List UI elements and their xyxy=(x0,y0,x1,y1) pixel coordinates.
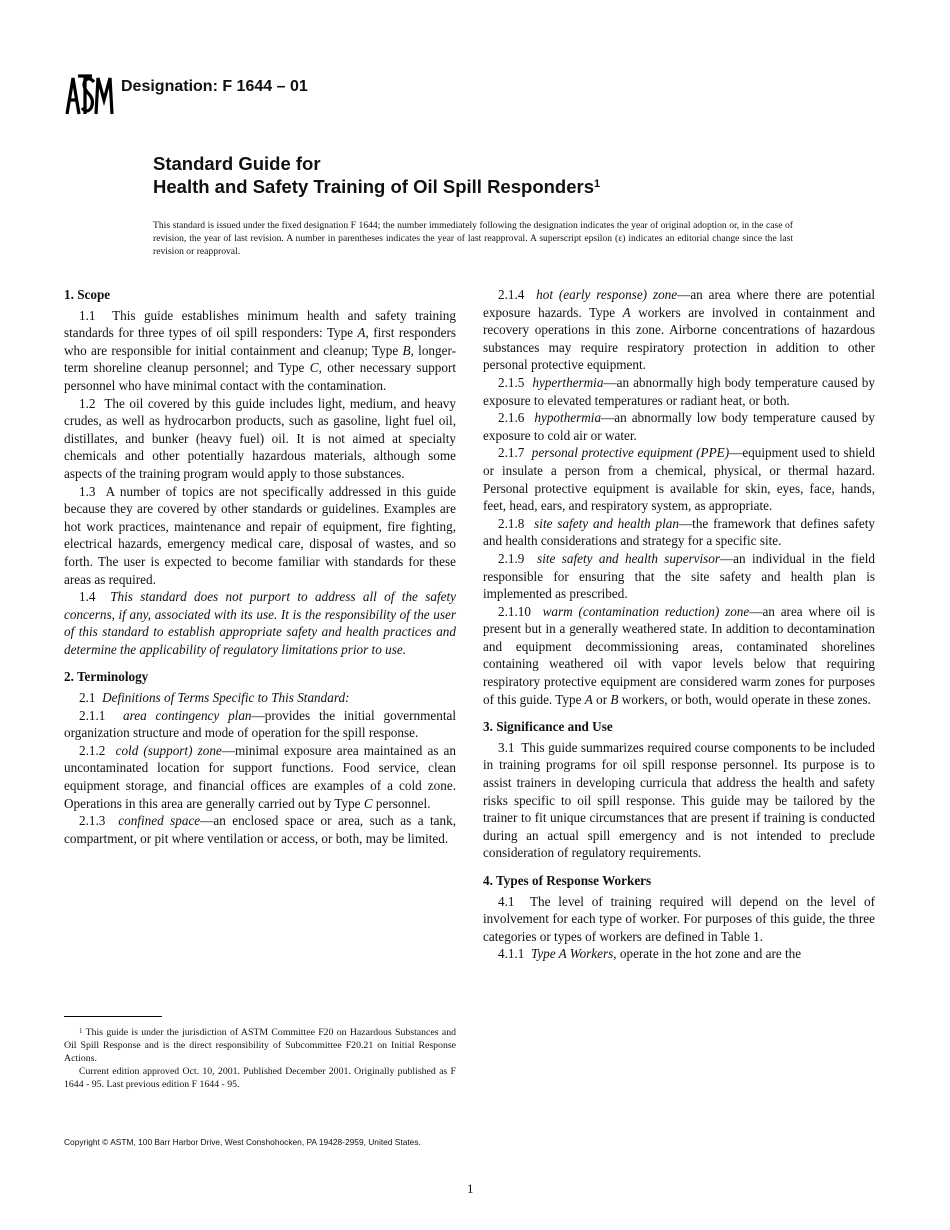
paragraph-1-1: 1.1 This guide establishes minimum health and safety training standards for three types of oil spill responders: Type A, first responders who are responsible for initial containment and cleanup; Type B, longer-term shoreline cleanup personnel; and Type C, other necessary support personnel who have minimal contact with the contamination. xyxy=(64,307,456,393)
document-title xyxy=(153,152,600,198)
astm-logo xyxy=(64,72,114,118)
paragraph-2-1-8: 2.1.8 site safety and health plan—the framework that defines safety and health considerations and strategy for a specific site. xyxy=(483,515,876,549)
paragraph-2-1-5: 2.1.5 hyperthermia—an abnormally high body temperature caused by exposure to elevated temperatures or radiant heat, or both. xyxy=(483,374,875,408)
designation: Designation: F 1644 – 01 xyxy=(121,78,308,95)
paragraph-3-1: 3.1 This guide summarizes required course components to be included in training programs for oil spill response personnel. Its purpose is to assist trainers in developing curricula that address the health and safety risks specific to oil spill response. This guide may be tailored by the trainer to fit unique circumstances that are present if training is conducted during an actual spill emergency and is not intended to preclude consideration of regulatory requirements. xyxy=(483,739,875,861)
paragraph-1-3: 1.3 A number of topics are not specifically addressed in this guide because they are covered by other standards or guidelines. Examples are hot work practices, maintenance and repair of equipment, fire fighting, electrical hazards, emergency medical care, disposal of wastes, and so forth. The user is expected to become familiar with standards for these areas as required. xyxy=(64,483,456,587)
section-heading-scope: 1. Scope xyxy=(64,287,111,302)
paragraph-2-1-7: 2.1.7 personal protective equipment (PPE)—equipment used to shield or insulate a person from a chemical, physical, or thermal hazard. Personal protective equipment is available for skin, eyes, face, hands, feet, head, ears, and respiratory system, as appropriate. xyxy=(483,445,875,514)
paragraph-2-1-4: 2.1.4 hot (early response) zone—an area where there are potential exposure hazards. Type A workers are involved in containment and recovery operations in this zone. Airborne concentrations of hazardous substances may require respiratory protection in addition to other personal protective equipment. xyxy=(483,287,876,373)
paragraph-1-2: 1.2 The oil covered by this guide includes light, medium, and heavy crudes, as well as hydrocarbon products, such as gasoline, light fuel oil, distillates, and bunker (heavy fuel) oil. It is not aimed at specialty chemicals and other potentially hazardous materials, although some aspects of the training program would apply to those substances. xyxy=(64,395,456,481)
title-line-1: Standard Guide for xyxy=(153,153,321,174)
copyright: Copyright © ASTM, 100 Barr Harbor Drive, West Conshohocken, PA 19428-2959, United States. xyxy=(64,1137,421,1147)
paragraph-1-4: 1.4 This standard does not purport to address all of the safety concerns, if any, associated with its use. It is the responsibility of the user of this standard to establish appropriate safety and health practices and determine the applicability of regulatory limitations prior to use. xyxy=(64,589,456,657)
paragraph-2-1-6: 2.1.6 hypothermia—an abnormally low body temperature caused by exposure to cold air or water. xyxy=(483,410,875,443)
paragraph-2-1-9: 2.1.9 site safety and health supervisor—an individual in the field responsible for ensuring that the site safety and health plan is implemented as prescribed. xyxy=(483,550,876,602)
footnote-rule xyxy=(64,1016,162,1017)
astm-logo-text: ASTM xyxy=(89,97,92,98)
issuance-note: This standard is issued under the fixed designation F 1644; the number immediately following the designation indicates the year of original adoption or, in the case of revision, the year of last revision. A number in parentheses indicates the year of last reapproval. A superscript epsilon (ε) indicates an editorial change since the last revision or reapproval. xyxy=(153,220,793,257)
footnotes xyxy=(64,1026,456,1091)
paragraph-4-1: 4.1 The level of training required will depend on the level of involvement for each type of worker. For purposes of this guide, the three categories or types of workers are defined in Table 1. xyxy=(483,893,876,944)
paragraph-2-1-1: 2.1.1 area contingency plan—provides the initial governmental organization structure and mode of operation for the spill response. xyxy=(64,707,456,741)
paragraph-2-1-2: 2.1.2 cold (support) zone—minimal exposure area maintained as an uncontaminated location for support functions. Food service, clean equipment storage, and financial offices are examples of a cold zone. Operations in this area are generally carried out by Type C personnel. xyxy=(64,742,456,811)
paragraph-2-1: 2.1 Definitions of Terms Specific to This Standard: xyxy=(79,690,350,706)
title-line-2 xyxy=(153,175,600,198)
page-number: 1 xyxy=(467,1181,474,1196)
right-column xyxy=(483,286,875,963)
title-line-2-text: Health and Safety Training of Oil Spill Responders xyxy=(153,176,594,197)
footnote-1: $^1$ This guide is under the jurisdiction of ASTM Committee F20 on Hazardous Substances and Oil Spill Response and is the direct responsibility of Subcommittee F20.21 on Initial Response Actions. xyxy=(64,1027,456,1064)
section-heading-terminology: 2. Terminology xyxy=(64,669,149,685)
section-heading-significance: 3. Significance and Use xyxy=(483,719,613,735)
footnote-2: Current edition approved Oct. 10, 2001. Published December 2001. Originally published as F 1644 - 95. Last previous edition F 1644 - 95. xyxy=(64,1066,456,1090)
section-heading-types: 4. Types of Response Workers xyxy=(483,873,652,888)
title-footnote-mark: 1 xyxy=(594,178,601,190)
left-column xyxy=(64,286,456,847)
paragraph-2-1-10: 2.1.10 warm (contamination reduction) zone—an area where oil is present but in a generally weathered state. In addition to decontamination and equipment decommissioning areas, contaminated shorelines containing weathered oil with vapor levels below that requiring respiratory protective equipment are considered warm zones for purposes of this guide. Type A or B workers, or both, would operate in these zones. xyxy=(483,603,876,707)
paragraph-2-1-3: 2.1.3 confined space—an enclosed space or area, such as a tank, compartment, or pit where ventilation or access, or both, may be limited. xyxy=(64,813,457,846)
paragraph-4-1-1: 4.1.1 Type A Workers, operate in the hot zone and are the xyxy=(498,946,802,962)
